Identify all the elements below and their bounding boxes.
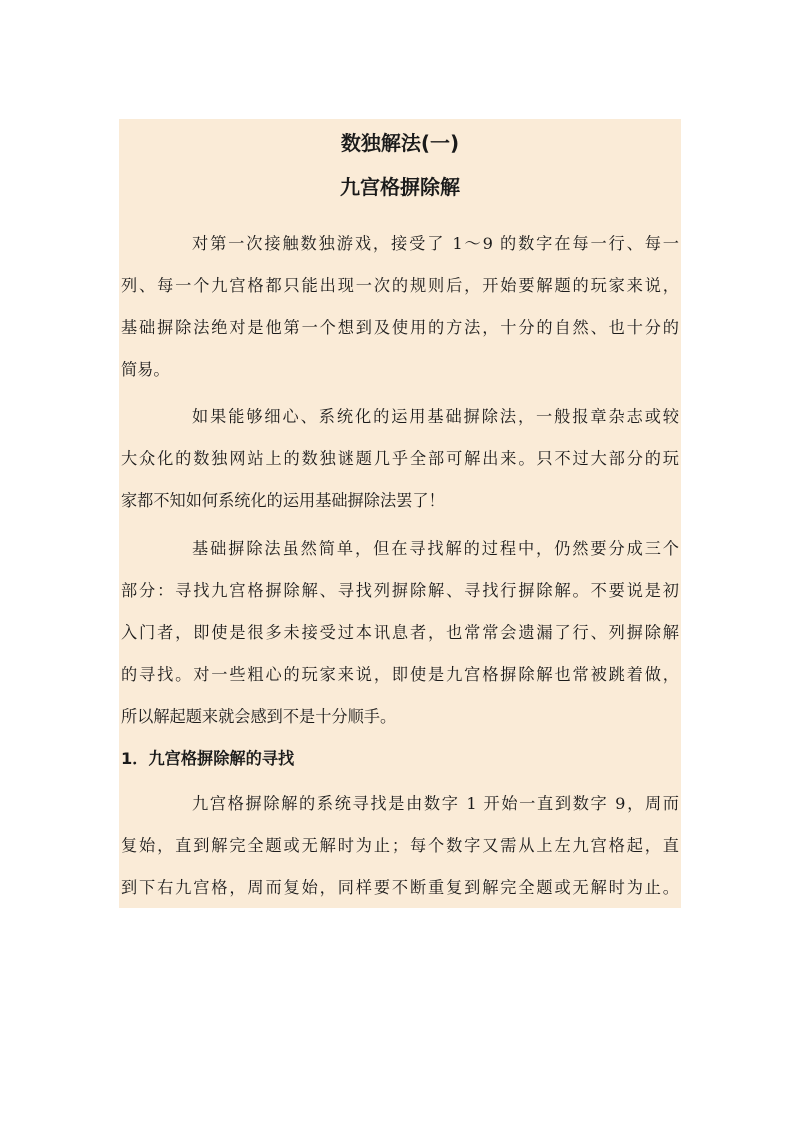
document-page xyxy=(119,119,681,908)
paragraph-line: 九宫格摒除解的系统寻找是由数字 1 开始一直到数字 9，周而 xyxy=(192,794,679,813)
paragraph-line: 基础摒除法虽然简单，但在寻找解的过程中，仍然要分成三个 xyxy=(192,539,679,558)
paragraph-line: 对第一次接触数独游戏，接受了 1～9 的数字在每一行、每一 xyxy=(192,234,679,253)
paragraph-line: 所以解起题来就会感到不是十分顺手。 xyxy=(121,707,397,726)
paragraph-line: 入门者，即使是很多未接受过本讯息者，也常常会遗漏了行、列摒除解 xyxy=(121,623,679,642)
paragraph-line: 如果能够细心、系统化的运用基础摒除法，一般报章杂志或较 xyxy=(192,407,679,426)
paragraph-line: 复始，直到解完全题或无解时为止；每个数字又需从上左九宫格起，直 xyxy=(121,836,679,855)
section-heading: 1．九宫格摒除解的寻找 xyxy=(121,749,295,768)
paragraph-line: 家都不知如何系统化的运用基础摒除法罢了！ xyxy=(121,491,445,510)
paragraph-line: 列、每一个九宫格都只能出现一次的规则后，开始要解题的玩家来说， xyxy=(121,276,679,295)
document-title: 数独解法(一) xyxy=(340,131,460,155)
paragraph-line: 简易。 xyxy=(121,360,170,379)
document-subtitle: 九宫格摒除解 xyxy=(340,175,460,199)
paragraph-line: 基础摒除法绝对是他第一个想到及使用的方法，十分的自然、也十分的 xyxy=(121,318,679,337)
paragraph-line: 到下右九宫格，周而复始，同样要不断重复到解完全题或无解时为止。 xyxy=(121,878,679,897)
paragraph-line: 部分：寻找九宫格摒除解、寻找列摒除解、寻找行摒除解。不要说是初 xyxy=(121,581,679,600)
paragraph-line: 大众化的数独网站上的数独谜题几乎全部可解出来。只不过大部分的玩 xyxy=(121,449,679,468)
paragraph-line: 的寻找。对一些粗心的玩家来说，即使是九宫格摒除解也常被跳着做， xyxy=(121,665,679,684)
